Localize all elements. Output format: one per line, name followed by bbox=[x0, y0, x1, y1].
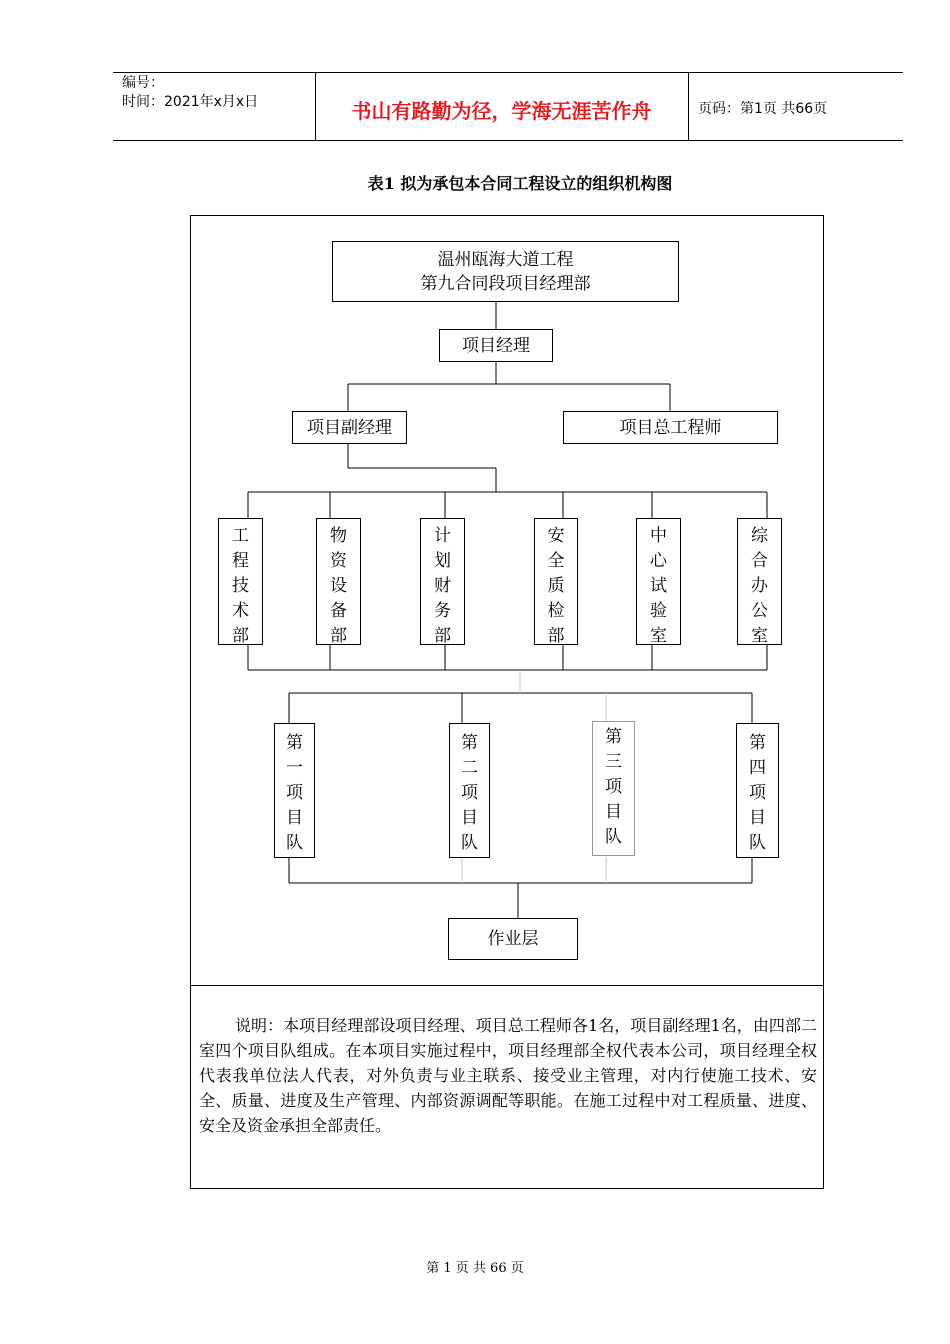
explanation-note: 说明：本项目经理部设项目经理、项目总工程师各1名，项目副经理1名，由四部二室四个项目队组成。在本项目实施过程中，项目经理部全权代表本公司，项目经理全权代表我单位法人代表，对外负责与业主联系、接受业主管理，对内行使施工技术、安全、质量、进度及生产管理、内部资源调配等职能。在施工过程中对工程质量、进度、安全及资金承担全部责任。 bbox=[199, 1016, 817, 1135]
team-4-box: 第 四 项 目 队 bbox=[736, 723, 779, 858]
dept-finance-box: 计 划 财 务 部 bbox=[420, 518, 465, 645]
header-page-info: 页码：第1页 共66页 bbox=[698, 101, 828, 117]
document-time-label: 时间：2021年x月x日 bbox=[122, 94, 259, 110]
table-caption: 表1 拟为承包本合同工程设立的组织机构图 bbox=[367, 174, 673, 193]
page-footer: 第 1 页 共 66 页 bbox=[426, 1261, 524, 1276]
dept-office-box: 综 合 办 公 室 bbox=[737, 518, 782, 645]
deputy-manager-box: 项目副经理 bbox=[292, 411, 407, 444]
project-department-box: 温州瓯海大道工程 第九合同段项目经理部 bbox=[332, 241, 679, 302]
document-number-label: 编号： bbox=[122, 75, 164, 91]
dept-lab-box: 中 心 试 验 室 bbox=[636, 518, 681, 645]
team-2-box: 第 二 项 目 队 bbox=[449, 723, 490, 858]
project-manager-box: 项目经理 bbox=[439, 329, 553, 362]
header-motto: 书山有路勤为径，学海无涯苦作舟 bbox=[351, 99, 652, 123]
team-1-box: 第 一 项 目 队 bbox=[274, 723, 315, 858]
chief-engineer-box: 项目总工程师 bbox=[563, 411, 778, 444]
team-3-box: 第 三 项 目 队 bbox=[592, 721, 635, 856]
dept-safety-box: 安 全 质 检 部 bbox=[534, 518, 578, 645]
dept-engineering-box: 工 程 技 术 部 bbox=[218, 518, 263, 645]
work-layer-box: 作业层 bbox=[448, 918, 578, 960]
dept-materials-box: 物 资 设 备 部 bbox=[316, 518, 361, 645]
